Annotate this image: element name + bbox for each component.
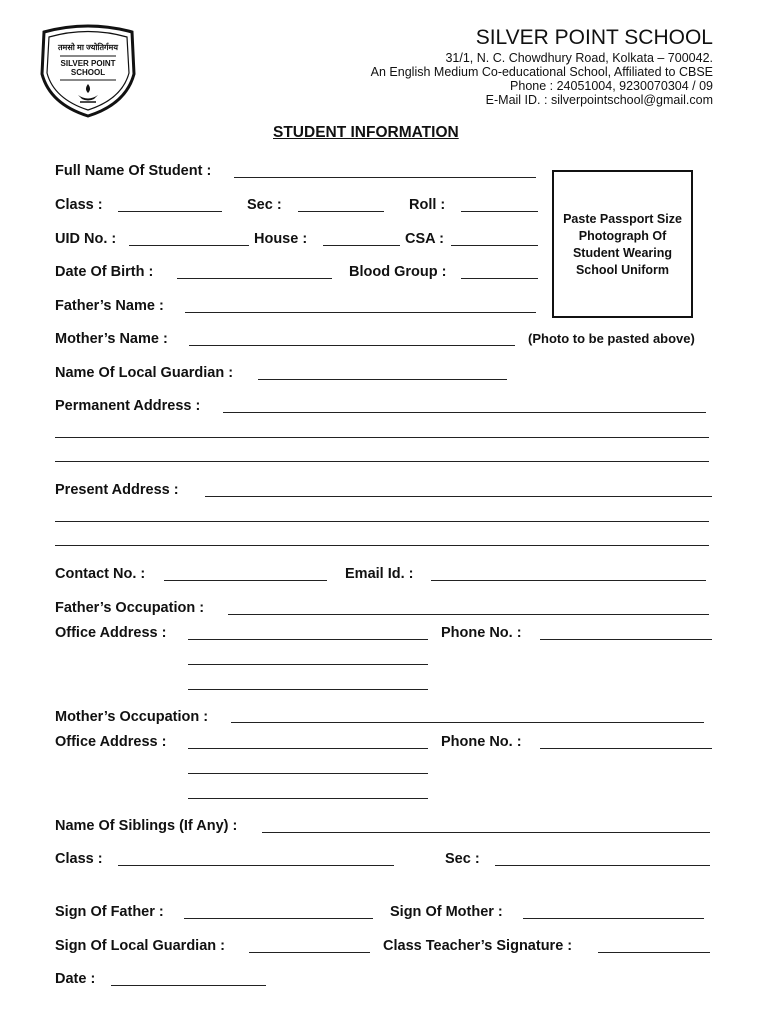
mother-name-field[interactable] — [189, 345, 515, 346]
siblings-label: Name Of Siblings (If Any) : — [55, 818, 238, 834]
uid-field[interactable] — [129, 245, 249, 246]
mother-occupation-field[interactable] — [231, 722, 704, 723]
photo-box — [552, 170, 693, 318]
email-id-field[interactable] — [431, 580, 706, 581]
class-field[interactable] — [118, 211, 222, 212]
form-title: STUDENT INFORMATION — [273, 124, 459, 141]
school-name: SILVER POINT SCHOOL — [475, 26, 713, 49]
sign-guardian-label: Sign Of Local Guardian : — [55, 938, 225, 954]
sign-father-field[interactable] — [184, 918, 373, 919]
date-field[interactable] — [111, 985, 266, 986]
school-logo — [36, 22, 140, 118]
photo-box-text: Paste Passport Size Photograph Of Student Wearing School Uniform — [563, 212, 682, 277]
school-description: An English Medium Co-educational School, Affiliated to CBSE — [370, 65, 713, 79]
siblings-field[interactable] — [262, 832, 710, 833]
blood-group-field[interactable] — [461, 278, 538, 279]
mother-office-address-field-1[interactable] — [188, 748, 428, 749]
mother-name-label: Mother’s Name : — [55, 331, 168, 347]
house-field[interactable] — [323, 245, 400, 246]
date-label: Date : — [55, 971, 96, 987]
father-phone-field[interactable] — [540, 639, 712, 640]
mother-office-address-label: Office Address : — [55, 734, 167, 750]
house-label: House : — [254, 231, 308, 247]
father-name-field[interactable] — [185, 312, 536, 313]
sec-field[interactable] — [298, 211, 384, 212]
logo-name-line2: SCHOOL — [70, 68, 106, 77]
mother-office-address-field-3[interactable] — [188, 798, 428, 799]
class-label: Class : — [55, 197, 103, 213]
present-address-label: Present Address : — [55, 482, 179, 498]
school-email: E-Mail ID. : silverpointschool@gmail.com — [485, 93, 713, 107]
logo-name-line1: SILVER POINT — [60, 59, 116, 68]
father-occupation-field[interactable] — [228, 614, 709, 615]
mother-occupation-label: Mother’s Occupation : — [55, 709, 209, 725]
siblings-sec-label: Sec : — [445, 851, 480, 867]
sign-mother-label: Sign Of Mother : — [390, 904, 503, 920]
dob-label: Date Of Birth : — [55, 264, 154, 280]
school-phone: Phone : 24051004, 9230070304 / 09 — [510, 79, 713, 93]
permanent-address-field-1[interactable] — [223, 412, 706, 413]
sign-father-label: Sign Of Father : — [55, 904, 164, 920]
siblings-sec-field[interactable] — [495, 865, 710, 866]
email-id-label: Email Id. : — [345, 566, 414, 582]
uid-label: UID No. : — [55, 231, 117, 247]
school-address: 31/1, N. C. Chowdhury Road, Kolkata – 700042. — [445, 51, 713, 65]
permanent-address-field-3[interactable] — [55, 461, 709, 462]
mother-phone-label: Phone No. : — [441, 734, 522, 750]
class-teacher-sign-label: Class Teacher’s Signature : — [383, 938, 573, 954]
father-occupation-label: Father’s Occupation : — [55, 600, 205, 616]
contact-no-field[interactable] — [164, 580, 327, 581]
mother-phone-field[interactable] — [540, 748, 712, 749]
present-address-field-2[interactable] — [55, 521, 709, 522]
permanent-address-label: Permanent Address : — [55, 398, 201, 414]
full-name-field[interactable] — [234, 177, 536, 178]
father-office-address-field-3[interactable] — [188, 689, 428, 690]
permanent-address-field-2[interactable] — [55, 437, 709, 438]
present-address-field-1[interactable] — [205, 496, 712, 497]
mother-office-address-field-2[interactable] — [188, 773, 428, 774]
local-guardian-label: Name Of Local Guardian : — [55, 365, 234, 381]
father-office-address-label: Office Address : — [55, 625, 167, 641]
father-office-address-field-1[interactable] — [188, 639, 428, 640]
local-guardian-field[interactable] — [258, 379, 507, 380]
class-teacher-sign-field[interactable] — [598, 952, 710, 953]
photo-note: (Photo to be pasted above) — [528, 331, 695, 346]
siblings-class-label: Class : — [55, 851, 103, 867]
father-name-label: Father’s Name : — [55, 298, 164, 314]
csa-field[interactable] — [451, 245, 538, 246]
roll-field[interactable] — [461, 211, 538, 212]
roll-label: Roll : — [409, 197, 446, 213]
logo-motto: तमसो मा ज्योतिर्गमय — [58, 43, 118, 52]
siblings-class-field[interactable] — [118, 865, 394, 866]
sign-mother-field[interactable] — [523, 918, 704, 919]
contact-no-label: Contact No. : — [55, 566, 146, 582]
dob-field[interactable] — [177, 278, 332, 279]
sign-guardian-field[interactable] — [249, 952, 370, 953]
blood-group-label: Blood Group : — [349, 264, 447, 280]
full-name-label: Full Name Of Student : — [55, 163, 212, 179]
present-address-field-3[interactable] — [55, 545, 709, 546]
father-office-address-field-2[interactable] — [188, 664, 428, 665]
father-phone-label: Phone No. : — [441, 625, 522, 641]
sec-label: Sec : — [247, 197, 282, 213]
csa-label: CSA : — [405, 231, 444, 247]
